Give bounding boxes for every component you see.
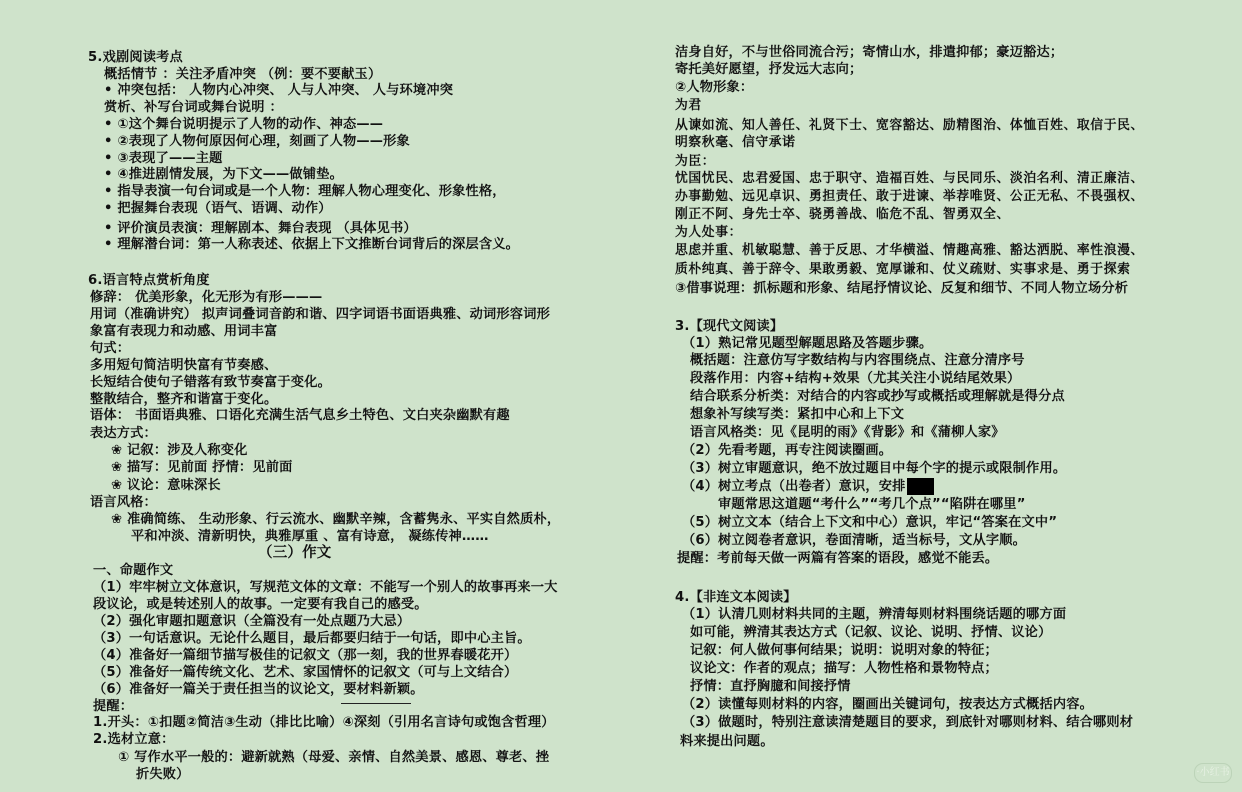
text-line: ❀ 记叙：涉及人称变化 [111,443,248,458]
text-line: 折失败） [136,767,190,782]
text-line: （4）树立考点（出卷者）意识，安排 [682,479,906,494]
text-line: （2）强化审题扣题意识（全篇没有一处点题乃大忌） [93,614,411,629]
text-line: 料来提出问题。 [680,734,774,749]
text-line: 结合联系分析类：对结合的内容或抄写或概括或理解就是得分点 [690,389,1065,404]
text-line: （2）先看考题，再专注阅读圈画。 [682,443,893,458]
text-line: 2.选材立意： [93,732,175,747]
text-line: （6）准备好一篇关于责任担当的议论文，要材料新颖。 [93,682,424,697]
text-line: 语言风格类：见《昆明的雨》《背影》和《蒲柳人家》 [690,425,1005,440]
text-line: （5）准备好一篇传统文化、艺术、家国情怀的记叙文（可与上文结合） [93,665,518,680]
text-line: 思虑并重、机敏聪慧、善于反思、才华横溢、情趣高雅、豁达洒脱、率性浪漫、 [675,243,1144,258]
section-heading-language: 6.语言特点赏析角度 [88,273,210,288]
text-line: • ②表现了人物何原因何心理，刻画了人物——形象 [104,134,410,149]
text-line: （3）做题时，特别注意读清楚题目的要求，到底针对哪则材料、结合哪则材 [682,715,1134,730]
text-line: 想象补写续写类：紧扣中心和上下文 [690,407,905,422]
text-line: • 冲突包括： 人物内心冲突、 人与人冲突、 人与环境冲突 [104,83,454,98]
divider-rule [341,703,411,704]
text-line: （1）牢牢树立文体意识，写规范文体的文章：不能写一个别人的故事再来一大 [93,580,558,595]
section-heading-modern-reading: 3.【现代文阅读】 [675,319,784,334]
text-line: • 把握舞台表现（语气、语调、动作） [104,201,332,216]
redaction-block [907,478,934,495]
text-line: • ①这个舞台说明提示了人物的动作、神态—— [104,117,384,132]
text-line: 修辞： 优美形象，化无形为有形——— [90,290,323,305]
text-line: ②人物形象： [675,80,754,95]
text-line: • 评价演员表演：理解剧本、舞台表现 （具体见书） [104,221,417,236]
text-line: 质朴纯真、善于辞令、果敢勇毅、宽厚谦和、仗义疏财、实事求是、勇于探索 [675,262,1131,277]
text-line: 记叙：何人做何事何结果；说明：说明对象的特征； [690,643,998,658]
text-line: 段落作用：内容+结构+效果（尤其关注小说结尾效果） [690,371,1021,386]
text-line: 表达方式： [90,426,157,441]
text-line: 多用短句简洁明快富有节奏感、 [90,358,278,373]
text-line: （1）熟记常见题型解题思路及答题步骤。 [682,336,933,351]
text-line: • 理解潜台词：第一人称表述、依据上下文推断台词背后的深层含义。 [104,237,520,252]
text-line: 抒情：直抒胸臆和间接抒情 [690,679,851,694]
text-line: 办事勤勉、远见卓识、勇担责任、敢于进谏、举荐唯贤、公正无私、不畏强权、 [675,189,1144,204]
text-line: 赏析、补写台词或舞台说明 ： [104,100,283,115]
text-line: ③借事说理：抓标题和形象、结尾抒情议论、反复和细节、不同人物立场分析 [675,281,1129,296]
text-line: 1.开头：①扣题②简洁③生动（排比比喻）④深刻（引用名言诗句或饱含哲理） [93,715,555,730]
text-line: • 指导表演一句台词或是一个人物：理解人物心理变化、形象性格， [104,184,506,199]
text-line: 议论文：作者的观点；描写：人物性格和景物特点； [690,661,998,676]
text-line: ❀ 描写：见前面 抒情：见前面 [111,460,293,475]
text-line: 概括情节 ：关注矛盾冲突 （例：要不要献玉） [104,67,382,82]
text-line: 概括题：注意仿写字数结构与内容围绕点、注意分清序号 [690,353,1025,368]
text-line: 为人处事： [675,225,742,240]
text-line: 语体： 书面语典雅、口语化充满生活气息乡土特色、文白夹杂幽默有趣 [90,408,510,423]
text-line: 刚正不阿、身先士卒、骁勇善战、临危不乱、智勇双全、 [675,207,1010,222]
text-line: （1）认清几则材料共同的主题，辨清每则材料围绕话题的哪方面 [682,607,1067,622]
text-line: 用词（准确讲究） 拟声词叠词音韵和谐、四字词语书面语典雅、动词形容词形 [90,307,550,322]
text-line: 如可能，辨清其表达方式（记叙、议论、说明、抒情、议论） [690,625,1052,640]
text-line: • ④推进剧情发展，为下文——做铺垫。 [104,167,343,182]
text-line: （6）树立阅卷者意识，卷面清晰，适当标号，文从字顺。 [682,533,1027,548]
text-line: 忧国忧民、忠君爱国、忠于职守、造福百姓、与民同乐、淡泊名利、清正廉洁、 [675,171,1144,186]
section-heading-nonlinear-reading: 4.【非连文本阅读】 [675,590,797,605]
text-line: ① 写作水平一般的：避新就熟（母爱、亲情、自然美景、感恩、尊老、挫 [118,750,550,765]
text-line: （2）读懂每则材料的内容，圈画出关键词句，按表达方式概括内容。 [682,697,1093,712]
text-line: （3）树立审题意识，绝不放过题目中每个字的提示或限制作用。 [682,461,1067,476]
text-line: 提醒：考前每天做一两篇有答案的语段，感觉不能丢。 [677,551,999,566]
text-line: （4）准备好一篇细节描写极佳的记叙文（那一刻，我的世界春暖花开） [93,648,518,663]
text-line: ❀ 议论：意味深长 [111,478,221,493]
text-line: 平和冲淡、清新明快，典雅厚重 、富有诗意， 凝练传神…… [131,529,489,544]
section-heading-drama: 5.戏剧阅读考点 [88,50,183,65]
text-line: 为君 [675,98,702,113]
text-line: 寄托美好愿望，抒发远大志向； [675,62,863,77]
text-line: （3）一句话意识。无论什么题目，最后都要归结于一句话，即中心主旨。 [93,631,531,646]
text-line: 提醒： [93,699,134,714]
text-line: 整散结合，整齐和谐富于变化。 [90,392,278,407]
text-line: 审题常思这道题“考什么”“考几个点”“陷阱在哪里” [718,497,1026,512]
text-line: ❀ 准确简练、 生动形象、行云流水、幽默辛辣，含蓄隽永、平实自然质朴， [111,512,561,527]
text-line: 从谏如流、知人善任、礼贤下士、宽容豁达、励精图治、体恤百姓、取信于民、 [675,118,1144,133]
text-line: 洁身自好，不与世俗同流合污；寄情山水，排遣抑郁；豪迈豁达； [675,45,1064,60]
subsection-heading: 一、命题作文 [93,563,174,578]
text-line: 语言风格： [90,495,157,510]
text-line: 段议论，或是转述别人的故事。一定要有我自己的感受。 [93,597,428,612]
text-line: 长短结合使句子错落有致节奏富于变化。 [90,375,331,390]
text-line: 明察秋毫、信守承诺 [675,135,796,150]
text-line: • ③表现了——主题 [104,151,223,166]
text-line: （5）树立文本（结合上下文和中心）意识，牢记“答案在文中” [682,515,1058,530]
section-heading-composition: （三）作文 [258,545,332,561]
text-line: 象富有表现力和动感、用词丰富 [90,324,278,339]
watermark-logo: ·小红书 [1194,763,1232,783]
text-line: 为臣： [675,154,716,169]
text-line: 句式： [90,341,131,356]
